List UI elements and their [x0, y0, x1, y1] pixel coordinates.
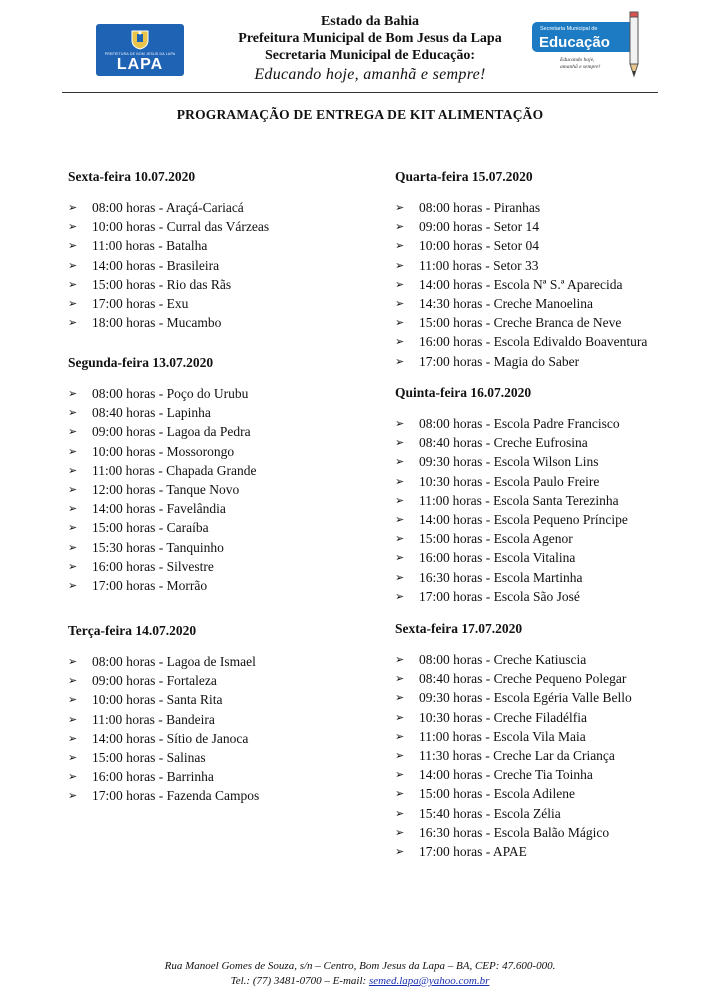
list-item — [395, 568, 628, 587]
arrowhead-bullet-icon: ➢ — [395, 749, 405, 762]
list-item — [395, 236, 647, 255]
list-item-text: 08:00 horas - Lagoa de Ismael — [92, 654, 256, 669]
prefecture-name: Prefeitura Municipal de Bom Jesus da Lapa — [238, 31, 502, 46]
list-item-text: 15:00 horas - Creche Branca de Neve — [419, 315, 622, 331]
list-item-text: 10:30 horas - Escola Paulo Freire — [419, 473, 600, 489]
list-item-text: 15:30 horas - Tanquinho — [92, 539, 224, 555]
list-item — [395, 548, 628, 567]
list-item — [395, 688, 632, 707]
arrowhead-bullet-icon: ➢ — [395, 711, 405, 724]
list-item-text: 08:00 horas - Creche Katiuscia — [419, 652, 587, 667]
arrowhead-bullet-icon: ➢ — [395, 418, 405, 430]
list-item — [395, 217, 647, 236]
list-item-text: 10:00 horas - Santa Rita — [92, 692, 223, 708]
list-item — [395, 313, 647, 332]
arrowhead-bullet-icon: ➢ — [395, 221, 405, 234]
list-item — [68, 690, 259, 709]
day-block-quarta-15 — [395, 168, 647, 371]
arrowhead-bullet-icon: ➢ — [395, 240, 405, 253]
arrowhead-bullet-icon: ➢ — [395, 317, 405, 330]
list-item-text: 10:00 horas - Mossorongo — [92, 443, 235, 459]
day-block-sexta-17 — [395, 620, 632, 861]
day-block-terca-14 — [68, 622, 259, 806]
arrowhead-bullet-icon: ➢ — [68, 317, 78, 330]
list-item — [395, 529, 628, 548]
list-item — [68, 275, 269, 294]
list-item — [68, 461, 256, 480]
arrowhead-bullet-icon: ➢ — [68, 407, 78, 420]
list-item-text: 09:00 horas - Lagoa da Pedra — [92, 424, 251, 440]
arrowhead-bullet-icon: ➢ — [395, 533, 405, 546]
list-item-text: 09:30 horas - Escola Wilson Lins — [419, 454, 599, 470]
day-title: Quinta-feira 16.07.2020 — [395, 385, 532, 400]
list-item — [68, 538, 256, 557]
list-item-text: 14:00 horas - Favelândia — [92, 501, 226, 517]
list-item-text: 18:00 horas - Mucambo — [92, 315, 222, 331]
list-item-text: 08:00 horas - Araçá-Cariacá — [92, 200, 244, 215]
secretaria-educacao-logo — [530, 8, 650, 84]
arrowhead-bullet-icon: ➢ — [395, 571, 405, 584]
list-item — [68, 217, 269, 236]
day-block-sexta-10 — [68, 168, 269, 332]
list-item-text: 08:40 horas - Creche Pequeno Polegar — [419, 671, 627, 687]
day-block-segunda-13 — [68, 354, 256, 595]
arrowhead-bullet-icon: ➢ — [68, 541, 78, 554]
footer-email-link[interactable]: semed.lapa@yahoo.com.br — [368, 975, 490, 987]
list-item-text: 09:00 horas - Fortaleza — [92, 673, 217, 689]
list-item — [68, 403, 256, 422]
schedule-list — [68, 384, 256, 595]
arrowhead-bullet-icon: ➢ — [68, 560, 78, 573]
list-item — [395, 650, 632, 669]
arrowhead-bullet-icon: ➢ — [68, 522, 78, 535]
arrowhead-bullet-icon: ➢ — [68, 388, 78, 400]
list-item-text: 15:00 horas - Salinas — [92, 749, 206, 765]
list-item-text: 09:30 horas - Escola Egéria Valle Bello — [419, 690, 632, 706]
schedule-list — [395, 650, 632, 861]
list-item-text: 16:30 horas - Escola Balão Mágico — [419, 824, 610, 840]
arrowhead-bullet-icon: ➢ — [68, 751, 78, 764]
list-item-text: 08:00 horas - Poço do Urubu — [92, 386, 249, 401]
pencil-icon — [630, 12, 638, 76]
arrowhead-bullet-icon: ➢ — [68, 675, 78, 688]
list-item-text: 14:00 horas - Sítio de Janoca — [92, 730, 249, 746]
list-item-text: 14:00 horas - Brasileira — [92, 257, 220, 273]
arrowhead-bullet-icon: ➢ — [395, 788, 405, 801]
list-item-text: 11:00 horas - Escola Santa Terezinha — [419, 492, 619, 508]
list-item-text: 17:00 horas - APAE — [419, 843, 527, 859]
page-title: PROGRAMAÇÃO DE ENTREGA DE KIT ALIMENTAÇÃO — [176, 107, 544, 122]
list-item-text: 17:00 horas - Morrão — [92, 577, 208, 593]
list-item-text: 15:00 horas - Caraíba — [92, 520, 209, 536]
list-item — [395, 746, 632, 765]
arrowhead-bullet-icon: ➢ — [68, 694, 78, 707]
list-item — [395, 256, 647, 275]
logo-right-tagline-1: Educando hoje, — [560, 57, 595, 63]
list-item — [68, 729, 259, 748]
list-item — [395, 784, 632, 803]
arrowhead-bullet-icon: ➢ — [395, 590, 405, 603]
list-item-text: 11:00 horas - Bandeira — [92, 711, 215, 727]
list-item-text: 10:00 horas - Setor 04 — [419, 238, 539, 254]
list-item — [68, 748, 259, 767]
list-item — [68, 499, 256, 518]
list-item-text: 16:00 horas - Escola Vitalina — [419, 550, 576, 566]
day-block-quinta-16 — [395, 384, 628, 606]
arrowhead-bullet-icon: ➢ — [68, 259, 78, 272]
arrowhead-bullet-icon: ➢ — [68, 426, 78, 439]
list-item — [68, 576, 256, 595]
list-item-text: 17:00 horas - Fazenda Campos — [92, 788, 260, 804]
arrowhead-bullet-icon: ➢ — [395, 202, 405, 214]
arrowhead-bullet-icon: ➢ — [68, 771, 78, 784]
list-item — [395, 294, 647, 313]
list-item — [395, 727, 632, 746]
list-item-text: 14:00 horas - Escola Nª S.ª Aparecida — [419, 276, 623, 292]
arrowhead-bullet-icon: ➢ — [395, 692, 405, 705]
day-title: Segunda-feira 13.07.2020 — [68, 355, 214, 370]
logo-right-top: Secretaria Municipal de — [540, 26, 598, 32]
list-item-text: 11:30 horas - Creche Lar da Criança — [419, 747, 615, 763]
list-item-text: 15:00 horas - Escola Agenor — [419, 531, 573, 547]
list-item — [395, 823, 632, 842]
list-item — [68, 422, 256, 441]
arrowhead-bullet-icon: ➢ — [68, 579, 78, 592]
list-item-text: 10:30 horas - Creche Filadélfia — [419, 709, 587, 725]
arrowhead-bullet-icon: ➢ — [395, 769, 405, 782]
arrowhead-bullet-icon: ➢ — [395, 513, 405, 526]
list-item — [68, 652, 259, 671]
schedule-list — [68, 652, 259, 806]
list-item-text: 17:00 horas - Magia do Saber — [419, 353, 580, 369]
list-item-text: 16:00 horas - Escola Edivaldo Boaventura — [419, 334, 648, 350]
list-item-text: 14:30 horas - Creche Manoelina — [419, 295, 593, 311]
secretariat-name: Secretaria Municipal de Educação: — [264, 48, 476, 63]
list-item-text: 12:00 horas - Tanque Novo — [92, 481, 240, 497]
arrowhead-bullet-icon: ➢ — [395, 475, 405, 488]
arrowhead-bullet-icon: ➢ — [395, 826, 405, 839]
list-item — [395, 842, 632, 861]
arrowhead-bullet-icon: ➢ — [395, 259, 405, 272]
state-name: Estado da Bahia — [320, 14, 420, 29]
arrowhead-bullet-icon: ➢ — [395, 297, 405, 310]
day-title: Terça-feira 14.07.2020 — [68, 623, 197, 638]
logo-subtitle: PREFEITURA DE BOM JESUS DA LAPA — [104, 52, 176, 56]
footer-phone: Tel.: (77) 3481-0700 – E-mail: — [230, 975, 369, 987]
list-item-text: 11:00 horas - Chapada Grande — [92, 462, 257, 478]
list-item — [68, 294, 269, 313]
header-divider — [62, 92, 658, 93]
arrowhead-bullet-icon: ➢ — [68, 445, 78, 458]
arrowhead-bullet-icon: ➢ — [395, 456, 405, 469]
list-item — [68, 518, 256, 537]
arrowhead-bullet-icon: ➢ — [68, 732, 78, 745]
list-item — [68, 256, 269, 275]
list-item — [68, 557, 256, 576]
list-item — [395, 414, 628, 433]
arrowhead-bullet-icon: ➢ — [68, 221, 78, 234]
letterhead — [200, 13, 540, 86]
list-item-text: 16:30 horas - Escola Martinha — [419, 569, 583, 585]
list-item-text: 09:00 horas - Setor 14 — [419, 219, 539, 235]
list-item — [68, 710, 259, 729]
list-item-text: 16:00 horas - Silvestre — [92, 558, 214, 574]
list-item — [395, 352, 647, 371]
list-item — [395, 510, 628, 529]
slogan: Educando hoje, amanhã e sempre! — [254, 66, 486, 83]
list-item-text: 11:00 horas - Setor 33 — [419, 257, 539, 273]
logo-right-tagline-2: amanhã e sempre! — [560, 64, 601, 70]
list-item-text: 15:00 horas - Escola Adilene — [419, 786, 575, 802]
arrowhead-bullet-icon: ➢ — [395, 336, 405, 349]
arrowhead-bullet-icon: ➢ — [395, 654, 405, 666]
list-item — [395, 765, 632, 784]
arrowhead-bullet-icon: ➢ — [68, 503, 78, 516]
list-item — [395, 452, 628, 471]
list-item-text: 08:00 horas - Escola Padre Francisco — [419, 416, 620, 431]
arrowhead-bullet-icon: ➢ — [395, 437, 405, 450]
list-item-text: 15:00 horas - Rio das Rãs — [92, 276, 232, 292]
list-item — [68, 786, 259, 805]
list-item-text: 08:40 horas - Creche Eufrosina — [419, 435, 588, 451]
list-item — [68, 236, 269, 255]
list-item — [395, 587, 628, 606]
list-item — [68, 480, 256, 499]
list-item — [395, 275, 647, 294]
footer-address: Rua Manoel Gomes de Souza, s/n – Centro, Bom Jesus da Lapa – BA, CEP: 47.600-000. — [164, 960, 556, 972]
schedule-list — [68, 198, 269, 332]
arrowhead-bullet-icon: ➢ — [395, 278, 405, 291]
list-item — [395, 669, 632, 688]
list-item — [395, 708, 632, 727]
arrowhead-bullet-icon: ➢ — [68, 790, 78, 803]
arrowhead-bullet-icon: ➢ — [395, 494, 405, 507]
arrowhead-bullet-icon: ➢ — [68, 278, 78, 291]
list-item — [68, 442, 256, 461]
list-item-text: 11:00 horas - Batalha — [92, 238, 208, 254]
logo-name: LAPA — [116, 56, 164, 73]
list-item-text: 15:40 horas - Escola Zélia — [419, 805, 561, 821]
arrowhead-bullet-icon: ➢ — [68, 297, 78, 310]
day-title: Sexta-feira 17.07.2020 — [395, 621, 523, 636]
schedule-list — [395, 198, 647, 371]
arrowhead-bullet-icon: ➢ — [395, 807, 405, 820]
list-item-text: 14:00 horas - Escola Pequeno Príncipe — [419, 511, 628, 527]
list-item — [68, 198, 269, 217]
footer-contact — [0, 974, 720, 989]
arrowhead-bullet-icon: ➢ — [68, 464, 78, 477]
list-item — [395, 433, 628, 452]
schedule-list — [395, 414, 628, 606]
list-item — [68, 767, 259, 786]
list-item-text: 14:00 horas - Creche Tia Toinha — [419, 767, 593, 783]
day-title: Sexta-feira 10.07.2020 — [68, 169, 196, 184]
arrowhead-bullet-icon: ➢ — [68, 202, 78, 214]
list-item-text: 08:40 horas - Lapinha — [92, 405, 211, 421]
list-item-text: 17:00 horas - Escola São José — [419, 588, 580, 604]
arrowhead-bullet-icon: ➢ — [68, 483, 78, 496]
arrowhead-bullet-icon: ➢ — [395, 673, 405, 686]
list-item-text: 11:00 horas - Escola Vila Maia — [419, 728, 586, 744]
arrowhead-bullet-icon: ➢ — [395, 845, 405, 858]
list-item — [395, 491, 628, 510]
prefeitura-lapa-logo — [96, 24, 184, 76]
list-item-text: 10:00 horas - Curral das Várzeas — [92, 219, 270, 235]
list-item — [395, 472, 628, 491]
list-item-text: 08:00 horas - Piranhas — [419, 200, 541, 215]
list-item-text: 17:00 horas - Exu — [92, 295, 189, 311]
list-item — [395, 332, 647, 351]
arrowhead-bullet-icon: ➢ — [395, 730, 405, 743]
arrowhead-bullet-icon: ➢ — [68, 656, 78, 668]
list-item — [395, 198, 647, 217]
arrowhead-bullet-icon: ➢ — [68, 713, 78, 726]
list-item — [68, 671, 259, 690]
logo-right-name: Educação — [539, 34, 610, 51]
municipal-crest-icon — [128, 28, 152, 50]
arrowhead-bullet-icon: ➢ — [395, 355, 405, 368]
list-item — [68, 313, 269, 332]
list-item-text: 16:00 horas - Barrinha — [92, 769, 214, 785]
list-item — [395, 804, 632, 823]
arrowhead-bullet-icon: ➢ — [395, 552, 405, 565]
list-item — [68, 384, 256, 403]
arrowhead-bullet-icon: ➢ — [68, 240, 78, 253]
day-title: Quarta-feira 15.07.2020 — [395, 169, 533, 184]
